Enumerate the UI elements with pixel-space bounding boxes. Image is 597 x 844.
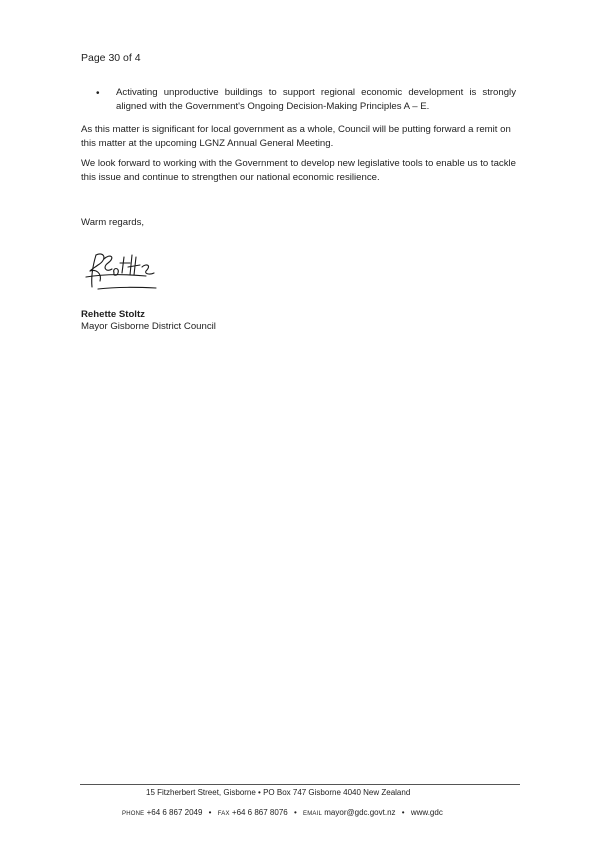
email-address[interactable]: mayor@gdc.govt.nz: [324, 808, 396, 817]
signer-title: Mayor Gisborne District Council: [81, 321, 216, 332]
bullet-text: Activating unproductive buildings to support regional economic development is strongly aligned with the Government's Ongoing Decision-Making Principles A – E.: [116, 87, 516, 112]
phone-label: PHONE: [122, 811, 145, 817]
footer-contact: [122, 808, 443, 817]
fax-label: FAX: [217, 811, 230, 817]
fax-number: +64 6 867 8076: [231, 808, 288, 817]
signer-name: Rehette Stoltz: [81, 309, 145, 320]
phone-number: +64 6 867 2049: [146, 808, 203, 817]
page-number: Page 30 of 4: [81, 52, 141, 64]
signature-icon: [84, 247, 164, 295]
footer-separator: •: [208, 808, 212, 817]
footer-address: 15 Fitzherbert Street, Gisborne • PO Box 747 Gisborne 4040 New Zealand: [146, 788, 411, 797]
closing-salutation: Warm regards,: [81, 217, 145, 228]
email-label: EMAIL: [303, 811, 323, 817]
footer-separator: •: [293, 808, 297, 817]
bullet-icon: •: [96, 88, 100, 99]
website-link[interactable]: www.gdc: [410, 808, 443, 817]
body-paragraph: As this matter is significant for local government as a whole, Council will be putting forward a remit on this matter at the upcoming LGNZ Annual General Meeting.: [81, 124, 511, 149]
body-paragraph: We look forward to working with the Government to develop new legislative tools to enable us to tackle this issue and continue to strengthen our national economic resilience.: [81, 158, 516, 183]
footer-separator: •: [401, 808, 405, 817]
footer-divider: [80, 784, 520, 785]
bullet-item: [96, 86, 516, 113]
